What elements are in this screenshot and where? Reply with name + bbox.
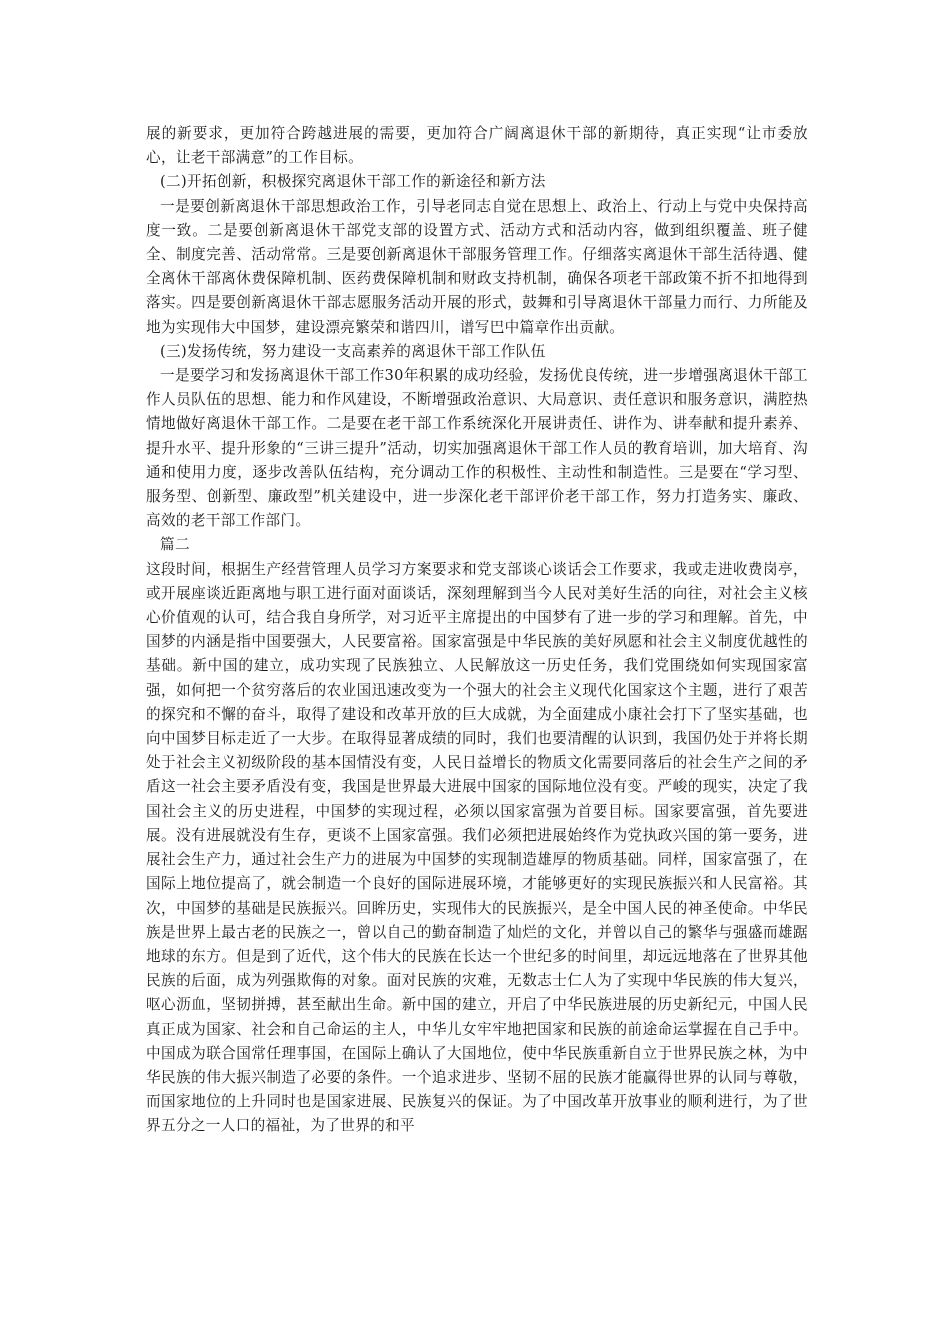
paragraph-innovation: 一是要创新离退休干部思想政治工作，引导老同志自觉在思想上、政治上、行动上与党中央保持高度一致。二是要创新离退休干部党支部的设置方式、活动方式和活动内容，做到组织覆盖、班子健全、制度完善、活动常常。三是要创新离退休干部服务管理工作。仔细落实离退休干部生活待遇、健全离休干部离休费保障机制、医药费保障机制和财政支持机制，确保各项老干部政策不折不扣地得到落实。四是要创新离退休干部志愿服务活动开展的形式，鼓舞和引导离退休干部量力而行、力所能及地为实现伟大中国梦，建设漂亮繁荣和谐四川，谱写巴中篇章作出贡献。 xyxy=(146,197,808,336)
paragraph-china-dream: 这段时间，根据生产经营管理人员学习方案要求和党支部谈心谈话会工作要求，我或走进收费岗亭，或开展座谈近距离地与职工进行面对面谈话，深刻理解到当今人民对美好生活的向往，对社会主义核心价值观的认可，结合我自身所学，对习近平主席提出的中国梦有了进一步的学习和理解。首先，中国梦的内涵是指中国要强大，人民要富裕。国家富强是中华民族的美好夙愿和社会主义制度优越性的基础。新中国的建立，成功实现了民族独立、人民解放这一历史任务，我们党围绕如何实现国家富强，如何把一个贫穷落后的农业国迅速改变为一个强大的社会主义现代化国家这个主题，进行了艰苦的探究和不懈的奋斗，取得了建设和改革开放的巨大成就，为全面建成小康社会打下了坚实基础，也向中国梦目标走近了一大步。在取得显著成绩的同时，我们也要清醒的认识到，我国仍处于并将长期处于社会主义初级阶段的基本国情没有变，人民日益增长的物质文化需要同落后的社会生产之间的矛盾这一社会主要矛盾没有变，我国是世界最大进展中国家的国际地位没有变。严峻的现实，决定了我国社会主义的历史进程，中国梦的实现过程，必须以国家富强为首要目标。国家要富强，首先要进展。没有进展就没有生存，更谈不上国家富强。我们必须把进展始终作为党执政兴国的第一要务，进展社会生产力，通过社会生产力的进展为中国梦的实现制造雄厚的物质基础。同样，国家富强了，在国际上地位提高了，就会制造一个良好的国际进展环境，才能够更好的实现民族振兴和人民富裕。其次，中国梦的基础是民族振兴。回眸历史，实现伟大的民族振兴，是全中国人民的神圣使命。中华民族是世界上最古老的民族之一，曾以自己的勤奋制造了灿烂的文化，并曾以自己的繁华与强盛而雄踞地球的东方。但是到了近代，这个伟大的民族在长达一个世纪多的时间里，却远远地落在了世界其他民族的后面，成为列强欺侮的对象。面对民族的灾难，无数志士仁人为了实现中华民族的伟大复兴，呕心沥血，坚韧拼搏，甚至献出生命。新中国的建立，开启了中华民族进展的历史新纪元，中国人民真正成为国家、社会和自己命运的主人，中华儿女牢牢地把国家和民族的前途命运掌握在自己手中。中国成为联合国常任理事国，在国际上确认了大国地位，使中华民族重新自立于世界民族之林，为中华民族的伟大振兴制造了必要的条件。一个追求进步、坚韧不屈的民族才能赢得世界的认同与尊敬，而国家地位的上升同时也是国家进展、民族复兴的保证。为了中国改革开放事业的顺利进行，为了世界五分之一人口的福祉，为了世界的和平 xyxy=(146,560,808,1135)
document-page xyxy=(146,122,808,1139)
section-heading-2: (二)开拓创新，积极探究离退休干部工作的新途径和新方法 xyxy=(160,173,546,191)
paragraph-tradition: 一是要学习和发扬离退休干部工作30年积累的成功经验，发扬优良传统，进一步增强离退休干部工作人员队伍的思想、能力和作风建设，不断增强政治意识、大局意识、责任意识和服务意识，满腔热情地做好离退休干部工作。二是要在老干部工作系统深化开展讲责任、讲作为、讲奉献和提升素养、提升水平、提升形象的“三讲三提升”活动，切实加强离退休干部工作人员的教育培训，加大培育、沟通和使用力度，逐步改善队伍结构，充分调动工作的积极性、主动性和制造性。三是要在“学习型、服务型、创新型、廉政型”机关建设中，进一步深化老干部评价老干部工作，努力打造务实、廉政、高效的老干部工作部门。 xyxy=(146,367,808,530)
section-heading-3: (三)发扬传统，努力建设一支高素养的离退休干部工作队伍 xyxy=(160,342,546,360)
paragraph-continued: 展的新要求，更加符合跨越进展的需要，更加符合广阔离退休干部的新期待，真正实现“让市委放心，让老干部满意”的工作目标。 xyxy=(146,125,808,167)
part-heading: 篇二 xyxy=(160,536,190,554)
